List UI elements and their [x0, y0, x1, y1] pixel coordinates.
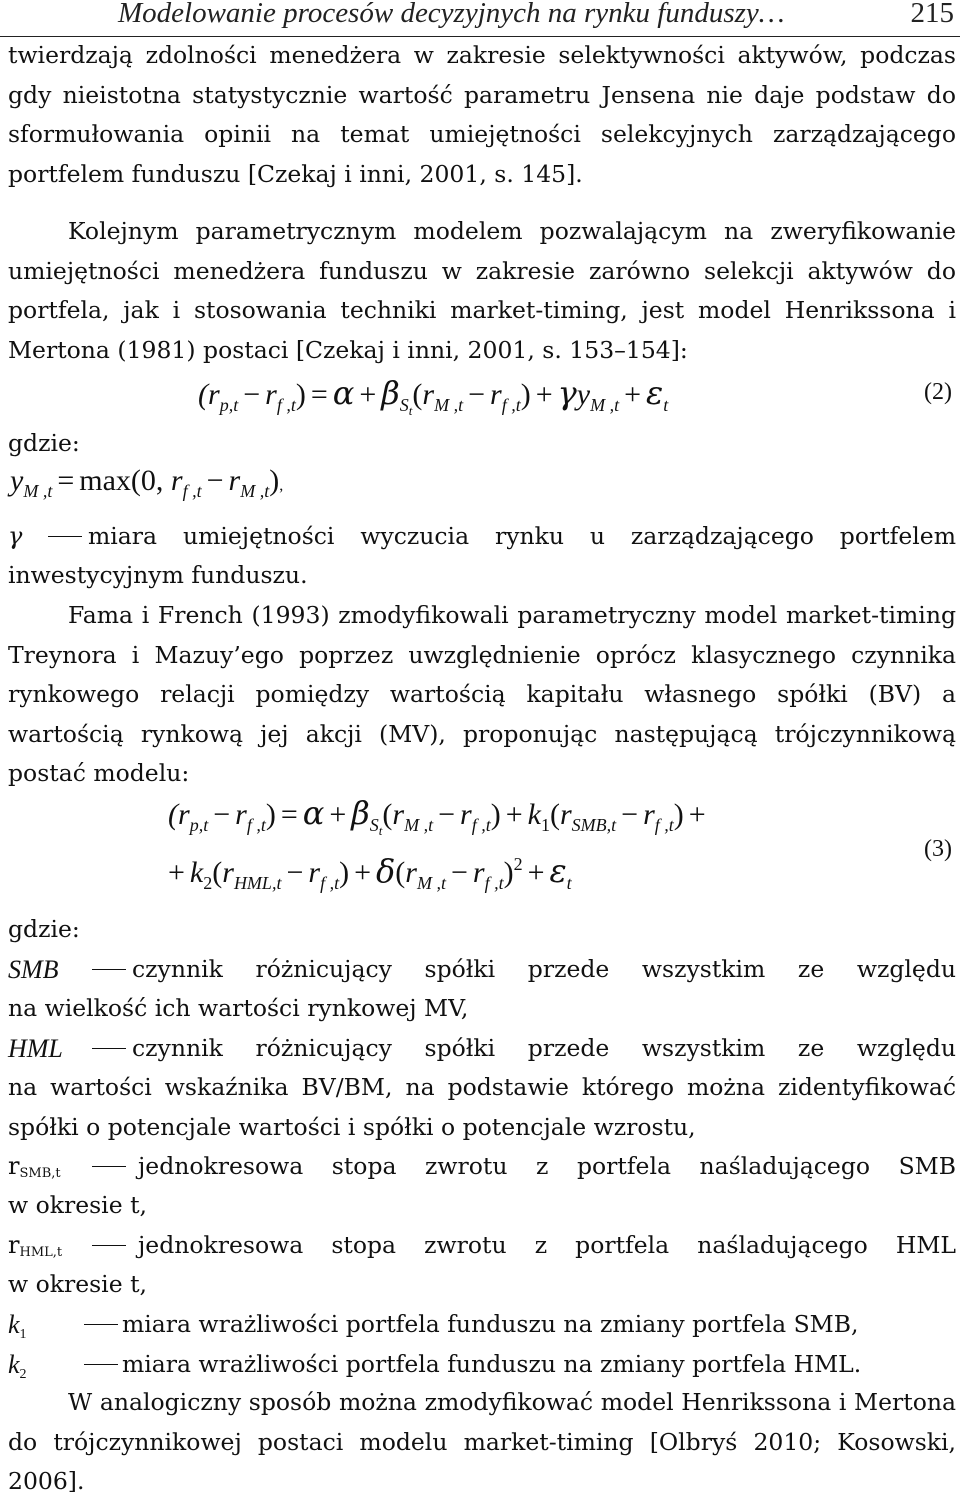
equation-3-number: (3): [924, 836, 952, 862]
definition-dash: [48, 536, 82, 537]
r-hml-text-continued: w okresie t,: [8, 1270, 147, 1298]
definition-dash: [92, 1166, 126, 1167]
r-smb-subscript: SMB,t: [19, 1166, 61, 1181]
page-number: 215: [910, 0, 954, 29]
equation-2: $(r_{p,t} - r_{f ,t}) = \alpha + \beta_{S_t}(r_{M ,t} - r_{f ,t}) + \gamma y_{M ,t} + \varepsilon_t$: [198, 374, 669, 418]
definition-hml: [8, 1029, 956, 1149]
equation-y-definition: $y_{M ,t} = \max(0$, $r_{f ,t} - r_{M ,t}$),: [10, 464, 284, 501]
where-label-2: gdzie:: [8, 915, 80, 943]
r-smb-text-continued: w okresie t,: [8, 1191, 147, 1219]
equation-2-number: (2): [924, 379, 952, 405]
gamma-symbol: γ: [8, 522, 23, 550]
r-hml-symbol: $r_{HML,t}$: [8, 1231, 63, 1260]
k2-text: miara wrażliwości portfela funduszu na zmiany portfela HML.: [122, 1350, 862, 1378]
paragraph-1: twierdzają zdolności menedżera w zakresie selektywności aktywów, podczas gdy nieistotna statystycznie wartość parametru Jensena nie daje podstaw do sformułowania opinii na temat umiejętności selekcyjnych zarządzającego portfelem funduszu [Czekaj i inni, 2001, s. 145].: [8, 41, 956, 188]
equation-3-line-1: $(r_{p,t} - r_{f ,t}) = \alpha + \beta_{S_t}(r_{M ,t} - r_{f ,t}) + k_1(r_{SMB,t} - r_{f ,t})$ +: [168, 794, 706, 838]
definition-k1: [8, 1305, 956, 1345]
r-smb-text: jednokresowa stopa zwrotu z portfela naśladującego SMB: [138, 1152, 956, 1180]
definition-gamma: [8, 517, 956, 597]
hml-symbol: HML: [8, 1034, 63, 1063]
running-header: [0, 0, 960, 34]
definition-dash: [84, 1364, 118, 1365]
definition-k2: [8, 1345, 956, 1385]
k1-text: miara wrażliwości portfela funduszu na zmiany portfela SMB,: [122, 1310, 859, 1338]
paragraph-4: W analogiczny sposób można zmodyfikować model Henrikssona i Mertona do trójczynnikowej postaci modelu market-timing [Olbryś 2010; Kosowski, 2006].: [8, 1388, 956, 1495]
smb-symbol: SMB: [8, 955, 59, 984]
equation-3-line-2: + $k_2(r_{HML,t} - r_{f ,t}) + \delta(r_{M ,t} - r_{f ,t})^2 + \varepsilon_t$: [168, 852, 572, 893]
definition-r-hml: [8, 1226, 956, 1306]
paragraph-2: Kolejnym parametrycznym modelem pozwalającym na zweryfikowanie umiejętności menedżera funduszu w zakresie zarówno selekcji aktywów do portfela, jak i stosowania techniki market-timing, jest model Henrikssona i Mertona (1981) postaci [Czekaj i inni, 2001, s. 153–154]:: [8, 217, 956, 364]
hml-text-continued: na wartości wskaźnika BV/BM, na podstawie którego można zidentyfikować spółki o potencjale wartości i spółki o potencjale wzrostu,: [8, 1073, 956, 1141]
r-hml-text: jednokresowa stopa zwrotu z portfela naśladującego HML: [138, 1231, 956, 1259]
k2-symbol: $k_2$: [8, 1350, 27, 1382]
smb-text-continued: na wielkość ich wartości rynkowej MV,: [8, 994, 469, 1022]
definition-dash: [84, 1324, 118, 1325]
definition-smb: [8, 950, 956, 1030]
paragraph-3: Fama i French (1993) zmodyfikowali parametryczny model market-timing Treynora i Mazuy’ego poprzez uwzględnienie oprócz klasycznego czynnika rynkowego relacji pomiędzy wartością kapitału własnego spółki (BV) a wartością rynkową jej akcji (MV), proponując następującą trójczynnikową postać modelu:: [8, 601, 956, 787]
definition-dash: [92, 1048, 126, 1049]
r-smb-symbol: $r_{SMB,t}$: [8, 1152, 61, 1181]
definition-r-smb: [8, 1147, 956, 1227]
gamma-text: miara umiejętności wyczucia rynku u zarządzającego portfelem: [88, 522, 956, 550]
hml-text: czynnik różnicujący spółki przede wszystkim ze względu: [132, 1034, 956, 1062]
definition-dash: [92, 1245, 126, 1246]
where-label-1: gdzie:: [8, 429, 80, 457]
smb-text: czynnik różnicujący spółki przede wszystkim ze względu: [132, 955, 956, 983]
definition-dash: [92, 969, 126, 970]
running-title: Modelowanie procesów decyzyjnych na rynku funduszy…: [118, 0, 785, 29]
r-hml-subscript: HML,t: [19, 1245, 63, 1260]
k1-subscript: 1: [19, 1327, 27, 1342]
gamma-text-continued: inwestycyjnym funduszu.: [8, 561, 308, 589]
k2-subscript: 2: [19, 1367, 27, 1382]
k1-symbol: $k_1$: [8, 1310, 27, 1342]
